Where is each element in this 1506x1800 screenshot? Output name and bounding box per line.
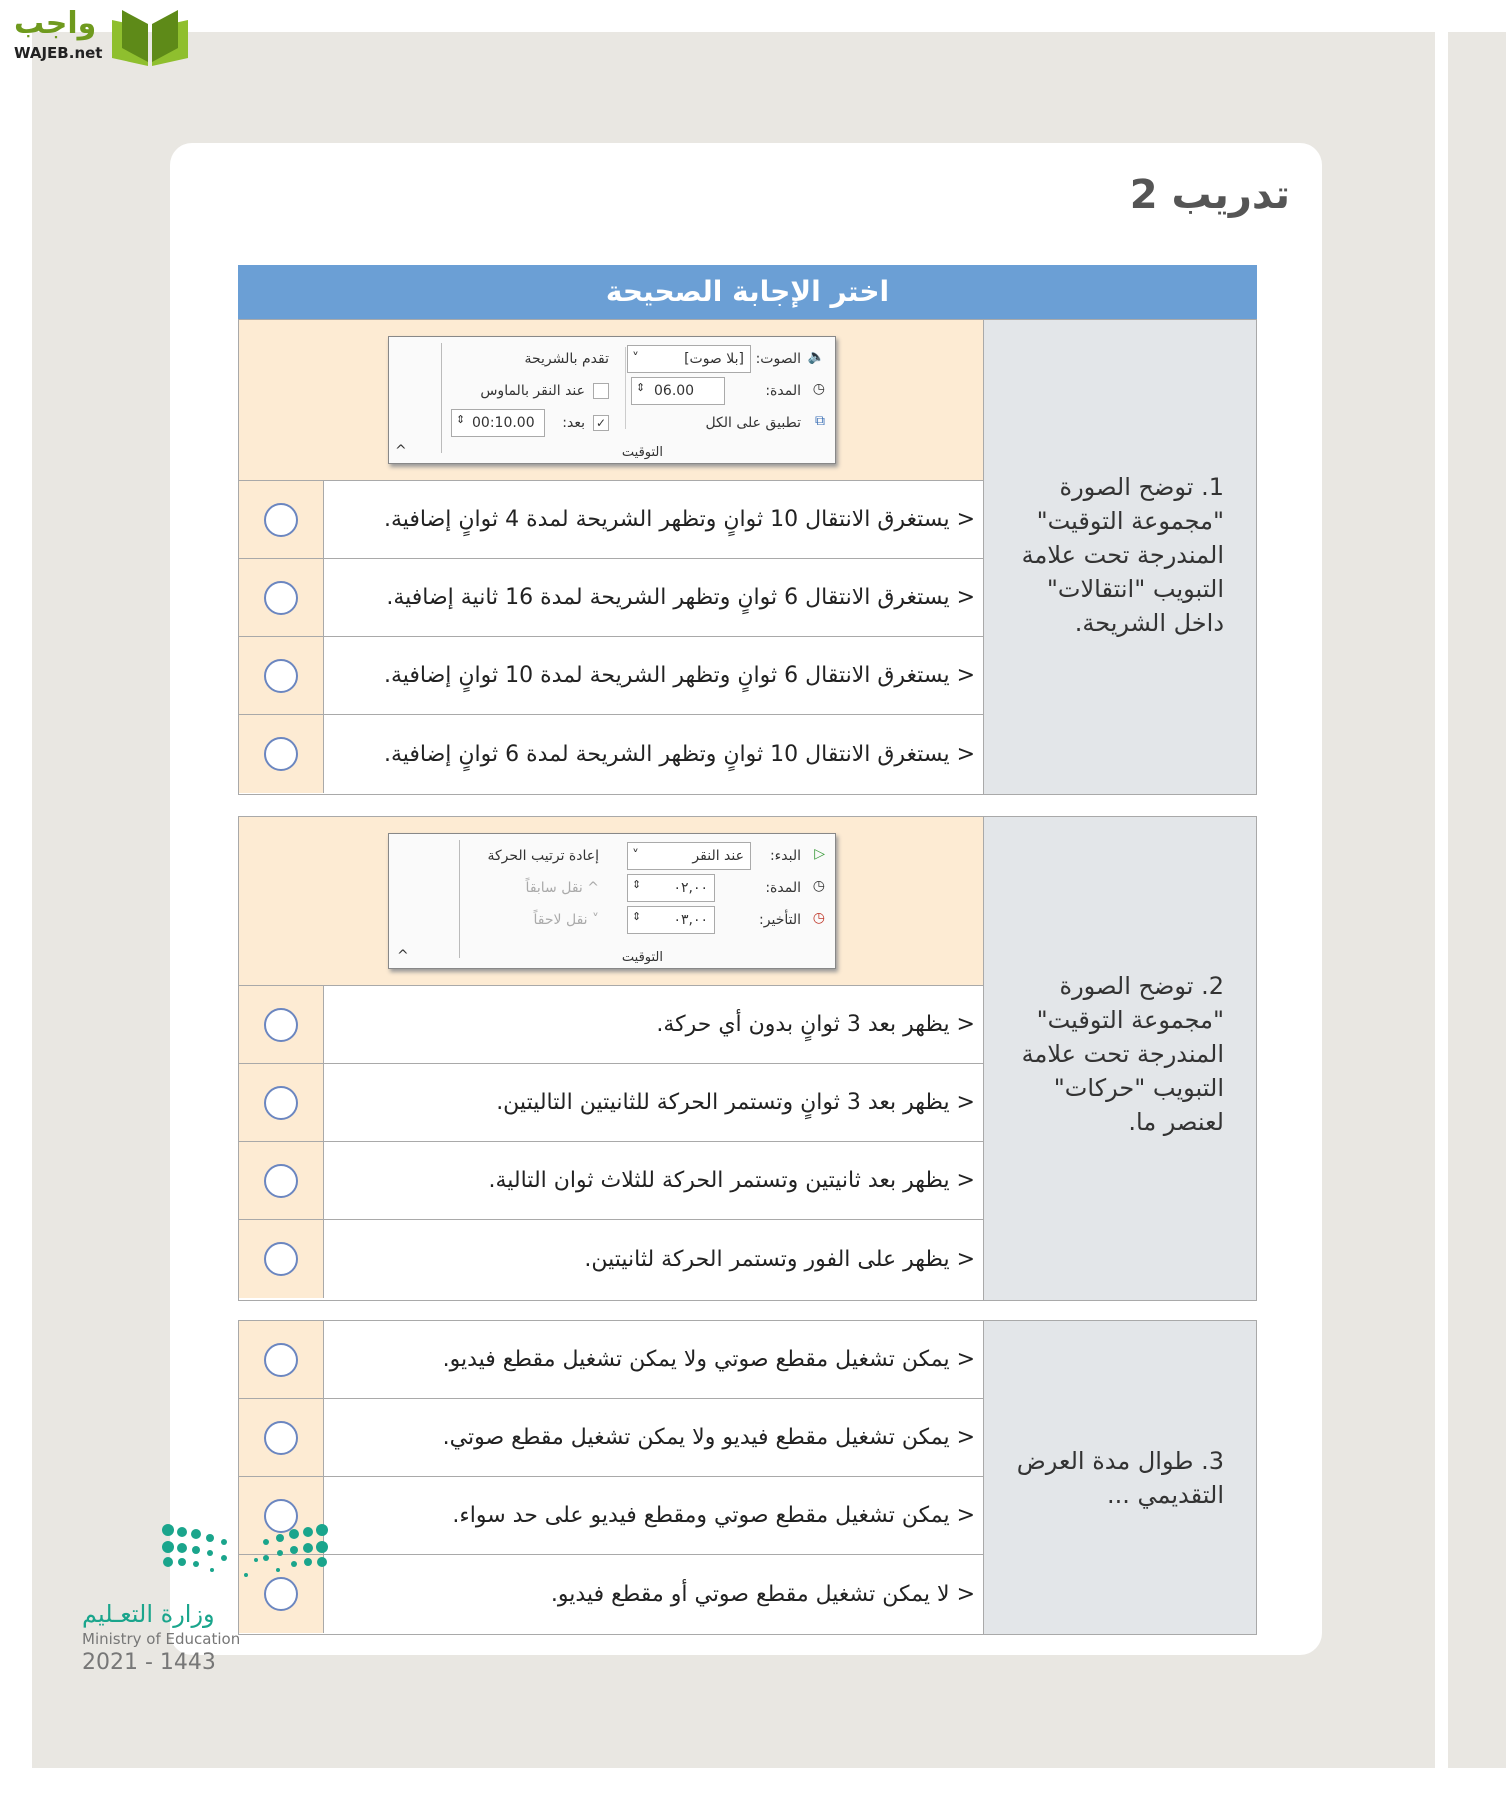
spinner-icon[interactable]: ⇕ [632,910,642,923]
apply-all-icon: ⧉ [815,413,825,429]
image-row [239,817,983,986]
spinner-icon[interactable]: ⇕ [632,878,642,891]
radio-option[interactable] [264,1086,298,1120]
apply-all-button[interactable]: تطبيق على الكل [705,415,801,431]
book-icon [108,6,192,68]
option-row[interactable] [239,1477,983,1555]
after-input[interactable] [451,409,545,437]
option-text: < يظهر بعد 3 ثوانٍ بدون أي حركة. [656,1012,975,1037]
spinner-icon[interactable]: ⇕ [636,381,646,394]
question-text [983,817,1256,1300]
transition-timing-panel [388,336,836,464]
delay-input[interactable] [627,906,715,934]
option-text: < يستغرق الانتقال 6 ثوانٍ وتظهر الشريحة لمدة 16 ثانية إضافية. [386,585,975,610]
option-row[interactable] [239,1321,983,1399]
duration-label: المدة: [765,880,801,896]
ministry-name-english: Ministry of Education [82,1630,241,1648]
duration-label: المدة: [765,383,801,399]
play-icon: ▷ [814,846,825,862]
question-3 [238,1320,1257,1635]
start-value: عند النقر [692,848,744,864]
animation-timing-panel [388,833,836,969]
chevron-down-icon: ˅ [632,848,639,864]
delay-value: ٠٣,٠٠ [673,912,708,928]
after-checkbox[interactable]: ✓ [593,415,609,431]
sound-dropdown[interactable] [627,345,751,373]
option-row[interactable] [239,637,983,715]
option-text: < يظهر بعد ثانيتين وتستمر الحركة للثلاث ثوان التالية. [488,1168,975,1193]
duration-value: 06.00 [654,383,695,399]
table-header: اختر الإجابة الصحيحة [238,265,1257,319]
on-click-label: عند النقر بالماوس [480,383,585,399]
option-text: < يمكن تشغيل مقطع فيديو ولا يمكن تشغيل مقطع صوتي. [442,1425,975,1450]
radio-option[interactable] [264,581,298,615]
option-text: < يستغرق الانتقال 10 ثوانٍ وتظهر الشريحة لمدة 4 ثوانٍ إضافية. [383,507,975,532]
advance-slide-label: تقدم بالشريحة [524,351,609,367]
question-text [983,1321,1256,1634]
sound-label: الصوت: [755,351,801,367]
delay-clock-icon: ◷ [812,910,825,926]
option-row[interactable] [239,715,983,793]
logo-english: WAJEB.net [14,44,103,62]
divider [459,840,460,958]
chevron-down-icon: ˅ [632,351,639,367]
start-dropdown[interactable] [627,842,751,870]
image-row [239,320,983,481]
divider [441,343,442,453]
wajeb-logo [10,6,190,68]
group-label: التوقيت [621,950,663,965]
delay-label: التأخير: [759,912,801,928]
option-row[interactable] [239,1399,983,1477]
option-row[interactable] [239,559,983,637]
question-1 [238,319,1257,795]
radio-option[interactable] [264,1343,298,1377]
radio-option[interactable] [264,1164,298,1198]
duration-input[interactable] [631,377,725,405]
collapse-icon[interactable]: ^ [395,443,407,459]
option-row[interactable] [239,986,983,1064]
page-title: تدريب 2 [1129,172,1290,218]
option-row[interactable] [239,1555,983,1633]
page-background-right [1448,32,1506,1768]
after-value: 00:10.00 [472,415,535,431]
option-text: < يستغرق الانتقال 10 ثوانٍ وتظهر الشريحة لمدة 6 ثوانٍ إضافية. [383,741,975,767]
clock-icon: ◷ [812,878,825,894]
move-earlier-button[interactable]: ^ نقل سابقاً [525,880,599,896]
radio-option[interactable] [264,737,298,771]
sound-icon: 🔈 [807,349,825,365]
spinner-icon[interactable]: ⇕ [456,413,466,426]
after-label: بعد: [562,415,585,431]
clock-icon: ◷ [812,381,825,397]
option-row[interactable] [239,1142,983,1220]
radio-option[interactable] [264,1421,298,1455]
question-2 [238,816,1257,1301]
option-row[interactable] [239,1220,983,1298]
question-2-text: 2. توضح الصورة "مجموعة التوقيت" المندرجة تحت علامة التبويب "حركات" لعنصر ما. [1021,972,1224,1136]
ministry-name-arabic: وزارة التعـليم [82,1600,215,1628]
radio-option[interactable] [264,1242,298,1276]
option-text: < يمكن تشغيل مقطع صوتي ولا يمكن تشغيل مقطع فيديو. [442,1347,975,1372]
divider [625,347,626,429]
sound-value: [بلا صوت] [684,351,744,367]
radio-option[interactable] [264,1008,298,1042]
move-later-button[interactable]: ˅ نقل لاحقاً [533,912,599,928]
group-label: التوقيت [621,445,663,460]
duration-value: ٠٢,٠٠ [673,880,708,896]
year-label: 2021 - 1443 [82,1650,216,1675]
radio-option[interactable] [264,1577,298,1611]
option-text: < يستغرق الانتقال 6 ثوانٍ وتظهر الشريحة لمدة 10 ثوانٍ إضافية. [383,663,975,688]
option-text: < يظهر بعد 3 ثوانٍ وتستمر الحركة للثانيتين التاليتين. [496,1090,975,1115]
question-text [983,320,1256,794]
collapse-icon[interactable]: ^ [397,948,409,964]
option-text: < لا يمكن تشغيل مقطع صوتي أو مقطع فيديو. [550,1581,975,1607]
question-1-text: 1. توضح الصورة "مجموعة التوقيت" المندرجة تحت علامة التبويب "انتقالات" داخل الشريحة. [1021,473,1224,637]
footer [82,1600,240,1675]
logo-arabic: واجب [14,6,97,41]
duration-input[interactable] [627,874,715,902]
radio-option[interactable] [264,503,298,537]
option-text: < يظهر على الفور وتستمر الحركة لثانيتين. [584,1246,975,1272]
ministry-dots-logo [160,1520,330,1580]
start-label: البدء: [769,848,801,864]
option-row[interactable] [239,1064,983,1142]
reorder-animation-label: إعادة ترتيب الحركة [487,848,599,864]
radio-option[interactable] [264,659,298,693]
option-text: < يمكن تشغيل مقطع صوتي ومقطع فيديو على حد سواء. [452,1503,975,1528]
question-3-text: 3. طوال مدة العرض التقديمي ... [1016,1446,1224,1509]
option-row[interactable] [239,481,983,559]
on-click-checkbox[interactable] [593,383,609,399]
